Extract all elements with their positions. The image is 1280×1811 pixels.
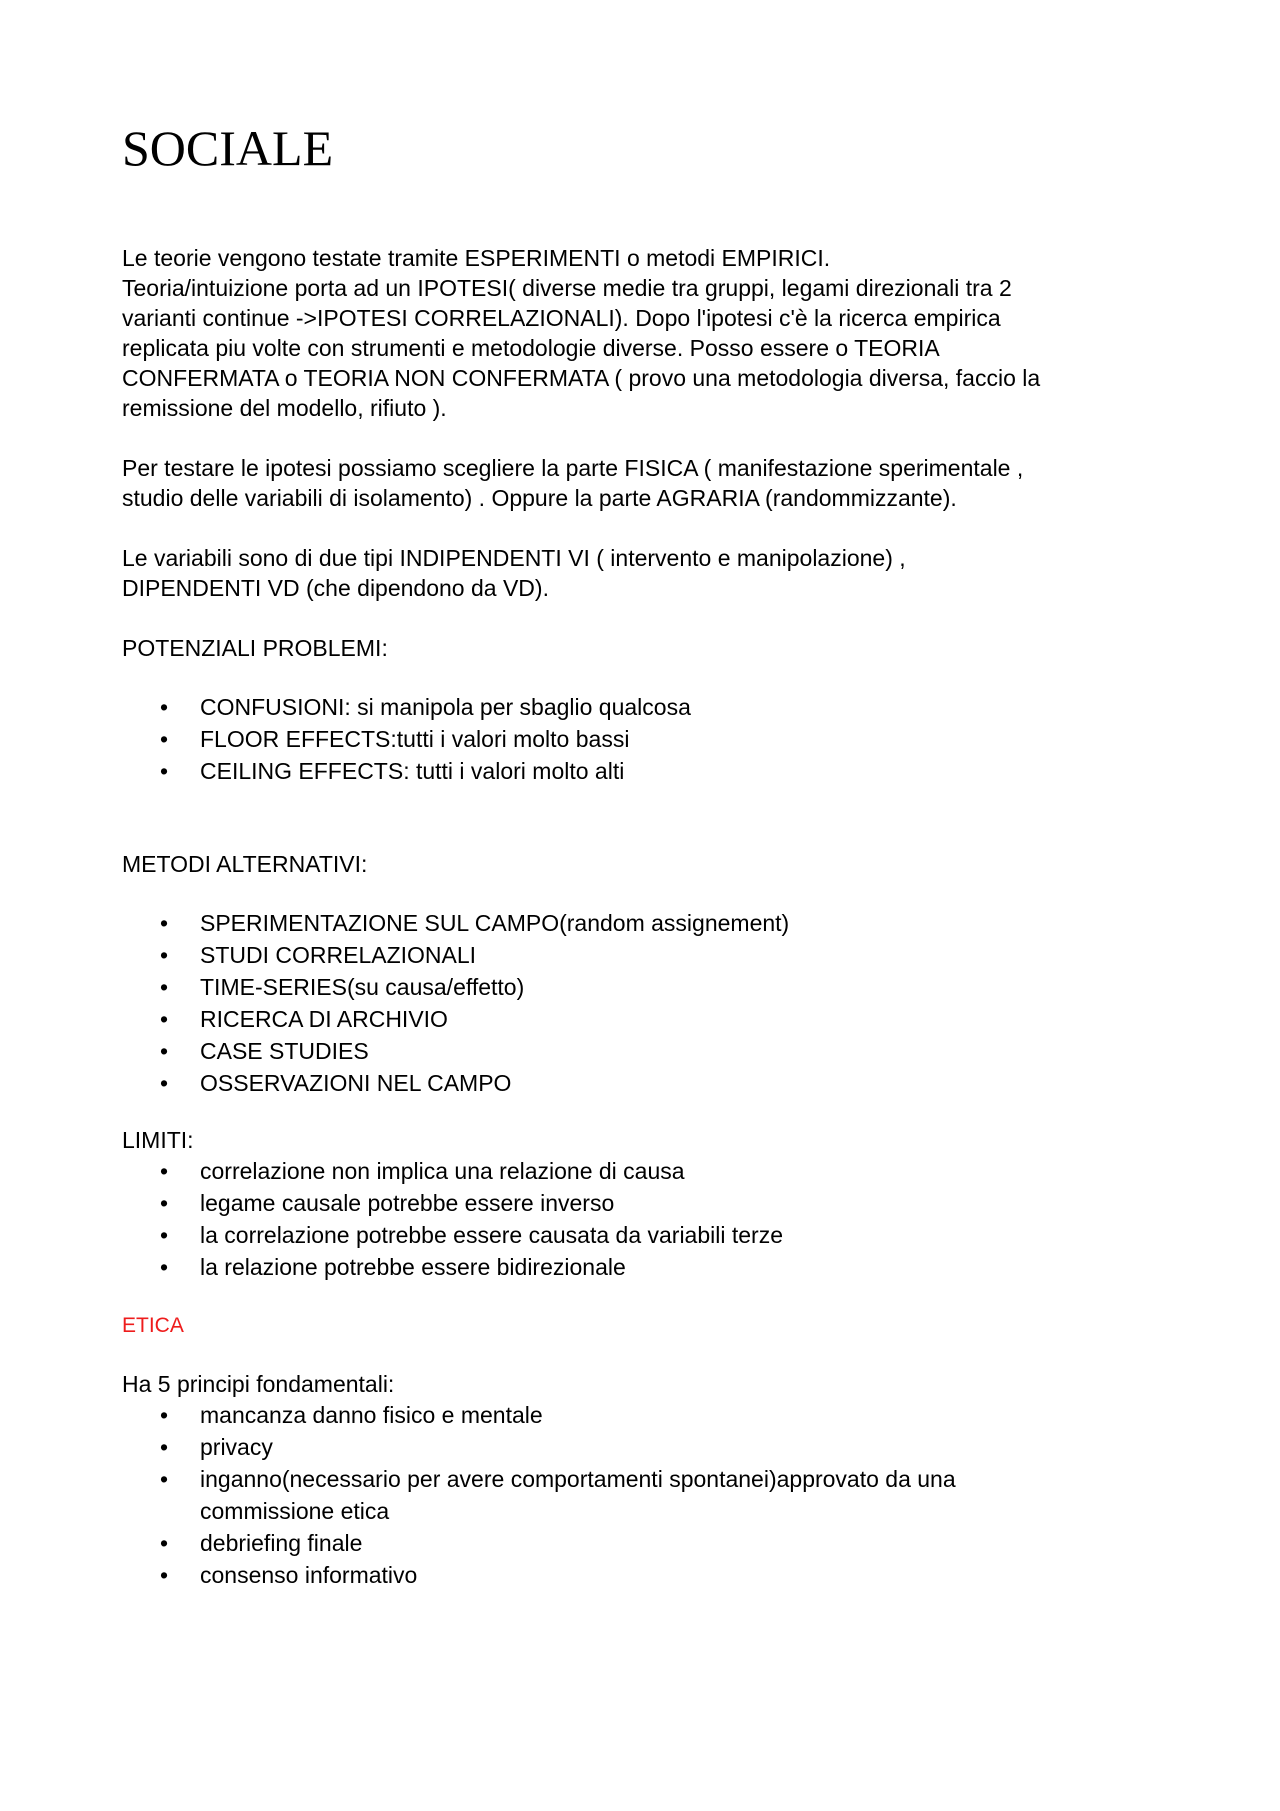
bullet-icon: •: [160, 1038, 169, 1064]
list-item-text: CONFUSIONI: si manipola per sbaglio qualcosa: [200, 694, 691, 720]
list-item: [122, 939, 1162, 971]
bullet-icon: •: [160, 726, 169, 752]
bullet-icon: •: [160, 1006, 169, 1032]
list-item-text: CASE STUDIES: [200, 1038, 369, 1064]
intro-paragraph: [122, 243, 1162, 423]
list-item: [122, 1035, 1162, 1067]
list-item: [122, 1527, 1162, 1559]
bullet-icon: •: [160, 694, 169, 720]
testing-line: studio delle variabili di isolamento) . Oppure la parte AGRARIA (randommizzante).: [122, 485, 957, 511]
bullet-icon: •: [160, 974, 169, 1000]
document-title: SOCIALE: [122, 120, 334, 176]
list-item: [122, 1003, 1162, 1035]
list-item-text: SPERIMENTAZIONE SUL CAMPO(random assignement): [200, 910, 790, 936]
ethics-list: [122, 1399, 1162, 1591]
list-item-text: la relazione potrebbe essere bidirezionale: [200, 1254, 626, 1280]
list-item-text: correlazione non implica una relazione di causa: [200, 1158, 685, 1184]
variables-paragraph: [122, 543, 1162, 603]
ethics-intro: Ha 5 principi fondamentali:: [122, 1371, 395, 1397]
list-item: [122, 1399, 1162, 1431]
testing-paragraph: [122, 453, 1162, 513]
intro-line: CONFERMATA o TEORIA NON CONFERMATA ( provo una metodologia diversa, faccio la: [122, 365, 1041, 391]
variables-line: DIPENDENTI VD (che dipendono da VD).: [122, 575, 549, 601]
list-item: [122, 1463, 1162, 1495]
bullet-icon: •: [160, 1402, 169, 1428]
list-item: [122, 971, 1162, 1003]
intro-line: Le teorie vengono testate tramite ESPERIMENTI o metodi EMPIRICI.: [122, 245, 831, 271]
variables-line: Le variabili sono di due tipi INDIPENDENTI VI ( intervento e manipolazione) ,: [122, 545, 906, 571]
methods-list: [122, 907, 1162, 1099]
limits-list: [122, 1155, 1162, 1283]
list-item: [122, 691, 1162, 723]
list-item-text: debriefing finale: [200, 1530, 363, 1556]
list-item-text: mancanza danno fisico e mentale: [200, 1402, 543, 1428]
limits-heading: LIMITI:: [122, 1127, 194, 1153]
bullet-icon: •: [160, 1070, 169, 1096]
bullet-icon: •: [160, 758, 169, 784]
intro-line: Teoria/intuizione porta ad un IPOTESI( diverse medie tra gruppi, legami direzionali tra 2: [122, 275, 1012, 301]
bullet-icon: •: [160, 910, 169, 936]
list-item: [122, 907, 1162, 939]
ethics-heading: ETICA: [122, 1314, 184, 1337]
bullet-icon: •: [160, 1222, 169, 1248]
list-item-text: la correlazione potrebbe essere causata da variabili terze: [200, 1222, 783, 1248]
list-item: [122, 1219, 1162, 1251]
list-item: [122, 755, 1162, 787]
list-item-text: commissione etica: [200, 1498, 390, 1524]
bullet-icon: •: [160, 1562, 169, 1588]
problems-heading: POTENZIALI PROBLEMI:: [122, 635, 388, 661]
list-item: [122, 723, 1162, 755]
intro-line: replicata piu volte con strumenti e metodologie diverse. Posso essere o TEORIA: [122, 335, 940, 361]
bullet-icon: •: [160, 1190, 169, 1216]
list-item-text: OSSERVAZIONI NEL CAMPO: [200, 1070, 512, 1096]
list-item: [122, 1067, 1162, 1099]
list-item-text: RICERCA DI ARCHIVIO: [200, 1006, 448, 1032]
list-item-text: consenso informativo: [200, 1562, 418, 1588]
list-item-text: CEILING EFFECTS: tutti i valori molto alti: [200, 758, 625, 784]
list-item: [122, 1559, 1162, 1591]
list-item: [122, 1187, 1162, 1219]
list-item-text: legame causale potrebbe essere inverso: [200, 1190, 615, 1216]
list-item-text: FLOOR EFFECTS:tutti i valori molto bassi: [200, 726, 630, 752]
problems-list: [122, 691, 1162, 787]
bullet-icon: •: [160, 1434, 169, 1460]
bullet-icon: •: [160, 1158, 169, 1184]
list-item-text: STUDI CORRELAZIONALI: [200, 942, 477, 968]
document-page: [122, 118, 1162, 1591]
list-item: [122, 1251, 1162, 1283]
intro-line: varianti continue ->IPOTESI CORRELAZIONALI). Dopo l'ipotesi c'è la ricerca empirica: [122, 305, 1001, 331]
list-item: [122, 1431, 1162, 1463]
bullet-icon: •: [160, 942, 169, 968]
bullet-icon: •: [160, 1254, 169, 1280]
list-item-continuation: [122, 1495, 1162, 1527]
testing-line: Per testare le ipotesi possiamo scegliere la parte FISICA ( manifestazione sperimentale ,: [122, 455, 1024, 481]
list-item: [122, 1155, 1162, 1187]
list-item-text: inganno(necessario per avere comportamenti spontanei)approvato da una: [200, 1466, 956, 1492]
list-item-text: privacy: [200, 1434, 273, 1460]
bullet-icon: •: [160, 1466, 169, 1492]
bullet-icon: •: [160, 1530, 169, 1556]
intro-line: remissione del modello, rifiuto ).: [122, 395, 447, 421]
methods-heading: METODI ALTERNATIVI:: [122, 851, 368, 877]
list-item-text: TIME-SERIES(su causa/effetto): [200, 974, 525, 1000]
